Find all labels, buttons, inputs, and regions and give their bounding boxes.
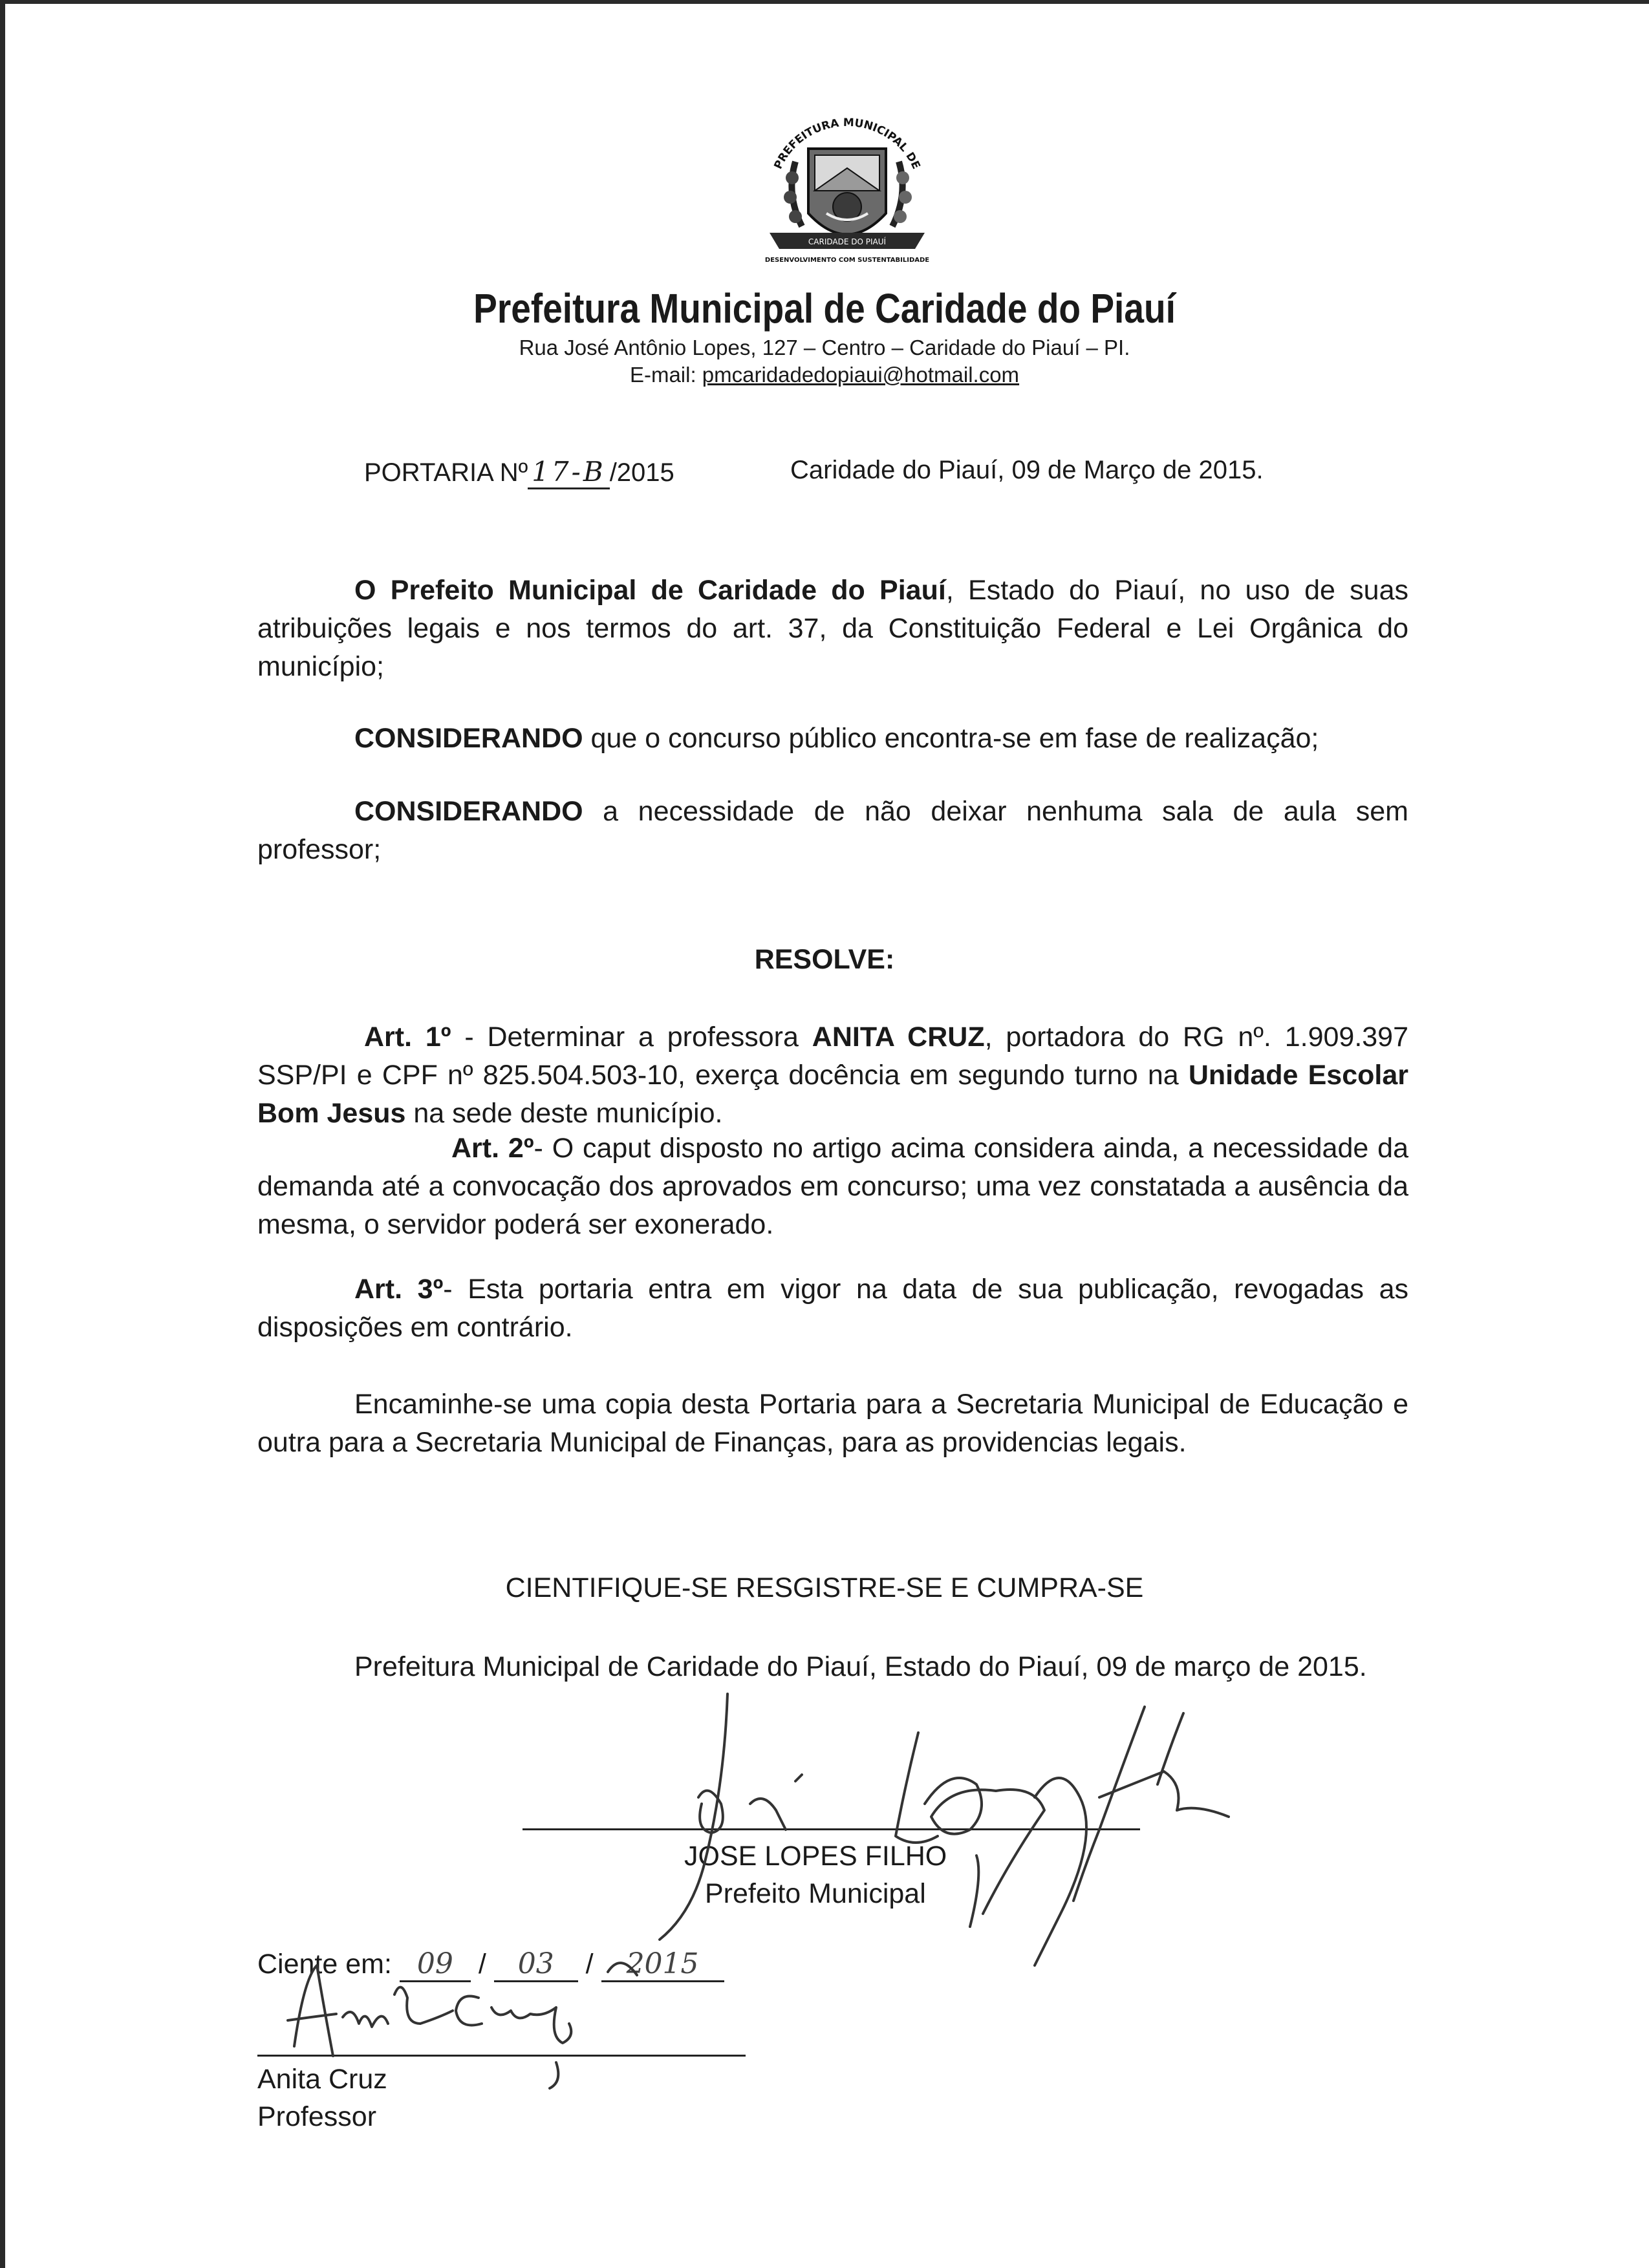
professor-signature-stroke-4: [394, 1987, 453, 2024]
article-2: [257, 1129, 1408, 1244]
svg-text:CARIDADE DO PIAUÍ: CARIDADE DO PIAUÍ: [808, 237, 887, 246]
mayor-signature-stroke-4: [795, 1775, 802, 1781]
intro-paragraph: [257, 572, 1408, 686]
mayor-signature-stroke-2: [698, 1791, 723, 1833]
email-link[interactable]: pmcaridadedopiaui@hotmail.com: [702, 363, 1020, 387]
ciente-sep-2: /: [577, 1949, 601, 1980]
professor-signature-stroke-3: [343, 2012, 388, 2027]
scan-edge-top: [0, 0, 1649, 4]
considerando-1-bold: CONSIDERANDO: [354, 723, 583, 754]
article-1-text-a: - Determinar a professora: [451, 1022, 812, 1053]
ciente-sep-1: /: [470, 1949, 494, 1980]
portaria-number: [364, 456, 674, 487]
professor-signature-line: [257, 2055, 746, 2057]
mayor-name: JOSE LOPES FILHO: [684, 1841, 947, 1872]
article-1-text-c: na sede deste município.: [405, 1098, 723, 1129]
professor-signature-stroke-7: [550, 2062, 558, 2088]
mayor-signature-stroke-7: [1035, 1778, 1086, 1965]
professor-role: Professor: [257, 2101, 377, 2132]
ciente-month: 03: [494, 1947, 578, 1982]
mayor-signature-stroke-10: [1158, 1713, 1183, 1784]
article-3-text: - Esta portaria entra em vigor na data de sua publicação, revogadas as disposições em contrário.: [257, 1274, 1409, 1343]
closing-paragraph: Prefeitura Municipal de Caridade do Piauí, Estado do Piauí, 09 de março de 2015.: [354, 1651, 1367, 1682]
ciente-year: 2015: [601, 1947, 724, 1982]
article-3-label: Art. 3º: [354, 1274, 444, 1305]
municipal-crest-logo: [750, 116, 944, 278]
svg-text:DESENVOLVIMENTO COM SUSTENTABI: DESENVOLVIMENTO COM SUSTENTABILIDADE: [764, 257, 930, 264]
mayor-signature-stroke-5: [896, 1733, 938, 1843]
email-label: E-mail:: [629, 363, 702, 387]
ciente-line: [257, 1947, 724, 1982]
mayor-signature-line: [523, 1828, 1140, 1830]
portaria-place-date: Caridade do Piauí, 09 de Março de 2015.: [790, 456, 1264, 484]
article-1: [257, 1018, 1408, 1133]
mayor-signature-stroke-9: [1099, 1771, 1229, 1817]
intro-bold: O Prefeito Municipal de Caridade do Piauí: [354, 575, 946, 606]
intro-text: , Estado do Piauí, no uso de suas atribuições legais e nos termos do art. 37, da Constituição Federal e Lei Orgânica do município;: [257, 575, 1408, 682]
portaria-year: /2015: [609, 458, 674, 487]
ciente-day: 09: [400, 1947, 471, 1982]
considerando-1: [257, 720, 1408, 758]
encaminhe-paragraph: Encaminhe-se uma copia desta Portaria para a Secretaria Municipal de Educação e outra para a Secretaria Municipal de Finanças, para as providencias legais.: [257, 1389, 1408, 1458]
professor-name: Anita Cruz: [257, 2064, 387, 2095]
mayor-signature-stroke-3: [750, 1799, 786, 1830]
professor-name-bold: ANITA CRUZ: [812, 1022, 985, 1053]
school-name-bold: Unidade Escolar Bom Jesus: [257, 1060, 1408, 1129]
considerando-2-text: a necessidade de não deixar nenhuma sala de aula sem professor;: [257, 796, 1408, 865]
portaria-label: PORTARIA Nº: [364, 458, 528, 487]
ciente-label: Ciente em:: [257, 1949, 400, 1980]
professor-signature-stroke-6: [491, 2007, 571, 2043]
professor-signature-stroke-2: [288, 2014, 336, 2020]
professor-signature-stroke-5: [456, 1996, 482, 2026]
mayor-signature-stroke-8: [1073, 1707, 1145, 1901]
svg-text:PREFEITURA MUNICIPAL DE: PREFEITURA MUNICIPAL DE: [771, 116, 923, 171]
considerando-1-text: que o concurso público encontra-se em fase de realização;: [583, 723, 1319, 754]
considerando-2-bold: CONSIDERANDO: [354, 796, 583, 827]
mayor-signature-stroke-11: [970, 1856, 978, 1927]
article-1-text-b: , portadora do RG nº. 1.909.397 SSP/PI e CPF nº 825.504.503-10, exerça docência em segundo turno na: [257, 1022, 1409, 1091]
article-3: [257, 1270, 1408, 1347]
considerando-2: [257, 793, 1408, 869]
cientifique-line: CIENTIFIQUE-SE RESGISTRE-SE E CUMPRA-SE: [505, 1572, 1144, 1603]
resolve-heading: RESOLVE:: [754, 944, 895, 975]
article-1-label: Art. 1º: [364, 1022, 451, 1053]
mayor-role: Prefeito Municipal: [705, 1878, 926, 1909]
header-address: Rua José Antônio Lopes, 127 – Centro – Caridade do Piauí – PI.: [519, 336, 1130, 359]
article-2-label: Art. 2º: [451, 1133, 534, 1164]
header-email-line: [0, 363, 1649, 387]
article-2-text: - O caput disposto no artigo acima considera ainda, a necessidade da demanda até a convocação dos aprovados em concurso; uma vez constatada a ausência da mesma, o servidor poderá ser exonerado.: [257, 1133, 1408, 1240]
portaria-handwritten-number: 17-B: [528, 456, 610, 489]
municipality-title: Prefeitura Municipal de Caridade do Piauí: [473, 285, 1176, 332]
